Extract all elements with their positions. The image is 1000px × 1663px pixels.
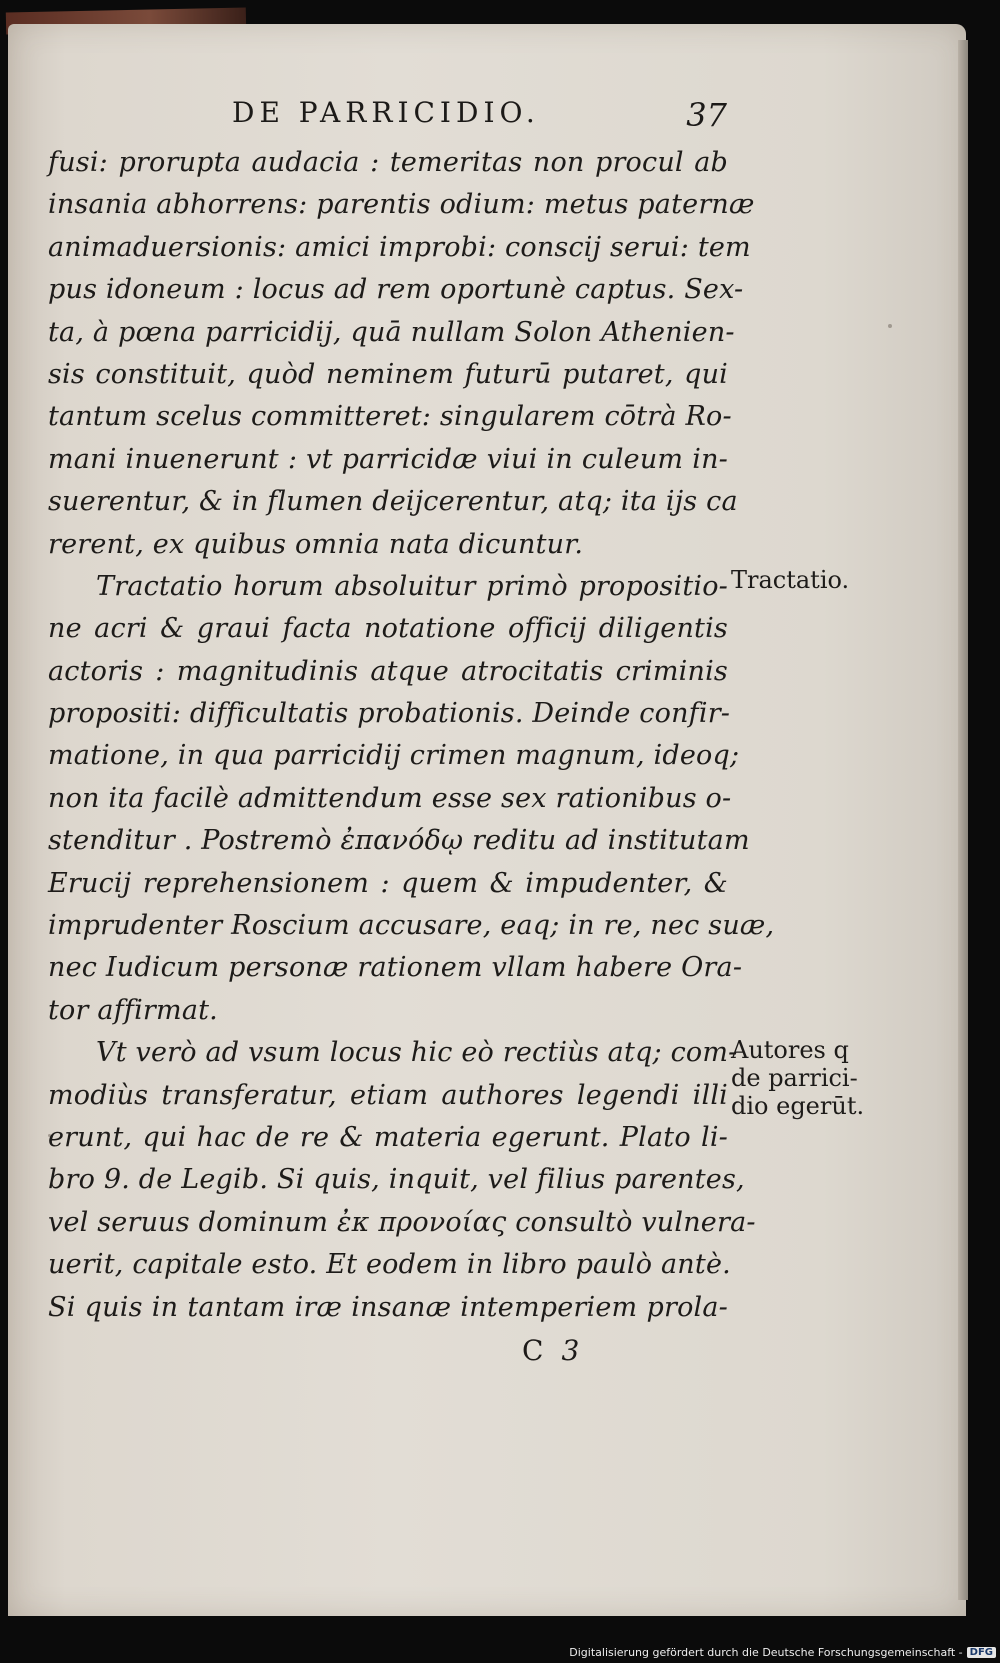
page-number: 37 [686,96,727,134]
dfg-logo: DFG [967,1647,996,1658]
signature-mark: C [522,1334,544,1367]
marginal-note-text: dio egerūt. [731,1092,865,1120]
text-line: erunt, qui hac de re & materia egerunt. Plato li- [48,1121,728,1153]
text-line: modiùs transferatur, etiam authores legendi illi [48,1079,728,1111]
text-line: ne acri & graui facta notatione officij diligentis [48,613,728,645]
running-head: DE PARRICIDIO. [232,96,540,129]
page-edge [958,40,968,1600]
gathering-number: 3 [561,1334,580,1367]
text-line: animaduersionis: amici improbi: conscij serui: tem [48,231,751,263]
text-line: ta, à pœna parricidij, quā nullam Solon Athenien- [48,316,735,348]
text-line: mani inuenerunt : vt parricidæ viui in culeum in- [48,443,728,475]
marginal-note-autores [731,1036,891,1120]
text-line: stenditur . Postremò ἐπανόδῳ reditu ad institutam [48,825,750,857]
text-line: insania abhorrens: parentis odium: metus paternæ [48,189,755,221]
text-line: rerent, ex quibus omnia nata dicuntur. [48,528,584,560]
page-footer [522,1334,579,1367]
text-line: Erucij reprehensionem : quem & impudenter, & [48,867,728,899]
text-line: imprudenter Roscium accusare, eaq; in re, nec suæ, [48,910,775,942]
digitization-credit [569,1646,996,1659]
paragraph-first-line: Vt verò ad vsum locus hic eò rectiùs atq; com- [96,1037,738,1069]
main-text [48,142,775,1329]
text-line: bro 9. de Legib. Si quis, inquit, vel filius parentes, [48,1164,745,1196]
marginal-note-text: Autores q [731,1036,849,1064]
text-line: nec Iudicum personæ rationem vllam habere Ora- [48,952,743,984]
text-line: vel seruus dominum ἐκ προνοίας consultò vulnera- [48,1206,756,1238]
text-line: suerentur, & in flumen deijcerentur, atq; ita ijs ca [48,486,738,518]
text-line: non ita facilè admittendum esse sex rationibus o- [48,782,732,814]
text-line: actoris : magnitudinis atque atrocitatis criminis [48,655,728,687]
marginal-note-text: Tractatio. [731,566,850,594]
paragraph-first-line: Tractatio horum absoluitur primò propositio- [96,570,728,602]
paper-speck [888,324,892,328]
text-line: Si quis in tantam iræ insanæ intemperiem prola- [48,1291,728,1323]
text-line: sis constituit, quòd neminem futurū putaret, qui [48,358,728,390]
text-line: pus idoneum : locus ad rem oportunè captus. Sex- [48,274,744,306]
marginal-note-tractatio [731,566,891,594]
marginal-note-text: de parrici- [731,1064,858,1092]
text-line: tor affirmat. [48,994,218,1026]
page-header [232,96,732,134]
text-line: matione, in qua parricidij crimen magnum, ideoq; [48,740,740,772]
text-line: tantum scelus committeret: singularem cōtrà Ro- [48,401,732,433]
credit-text: Digitalisierung gefördert durch die Deutsche Forschungsgemeinschaft - [569,1646,963,1659]
text-line: fusi: prorupta audacia : temeritas non procul ab [48,147,728,178]
text-line: propositi: difficultatis probationis. Deinde confir- [48,698,731,730]
text-line: uerit, capitale esto. Et eodem in libro paulò antè. [48,1249,731,1281]
